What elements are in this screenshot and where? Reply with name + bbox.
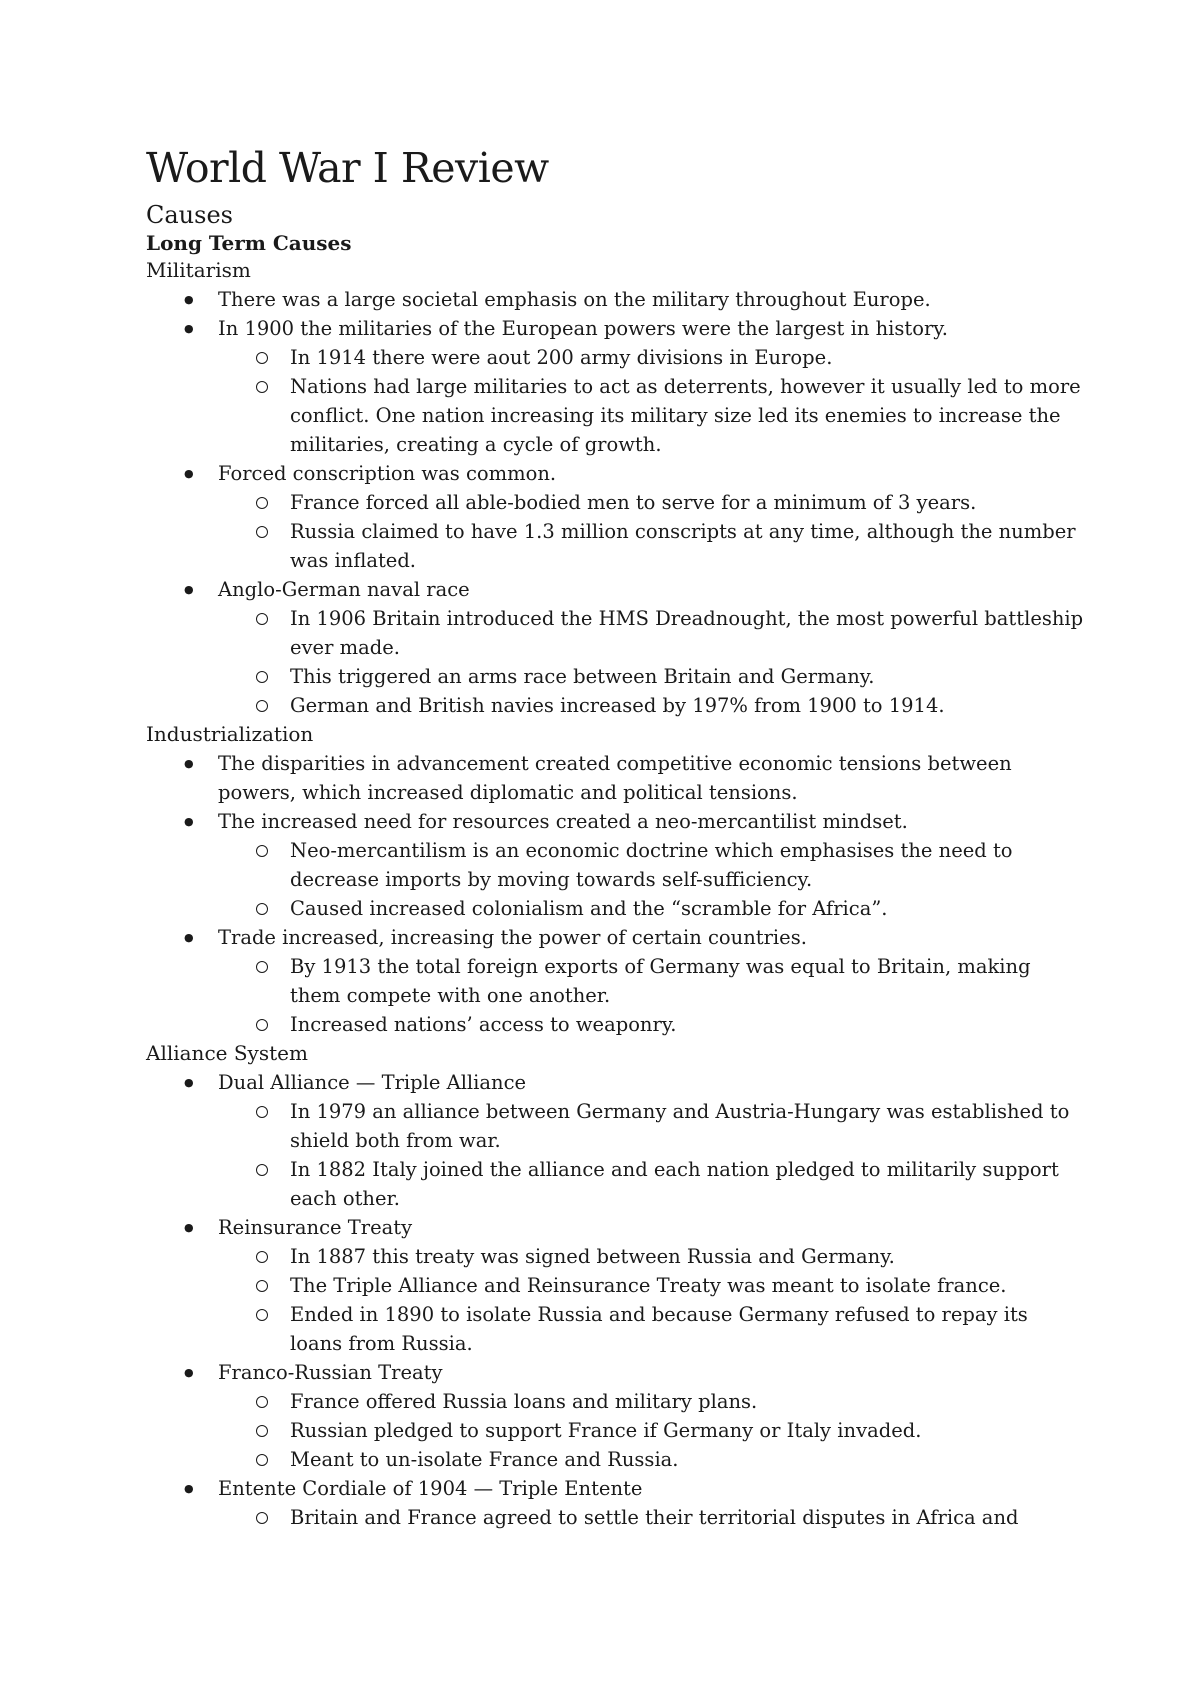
topic-heading: Industrialization (146, 722, 314, 746)
sub-bullet-item: In 1887 this treaty was signed between Russia and Germany. (218, 1242, 1086, 1271)
sub-bullet-item: German and British navies increased by 197% from 1900 to 1914. (218, 691, 1086, 720)
sub-bullet-list (218, 836, 1086, 923)
sub-bullet-list (218, 604, 1086, 720)
bullet-text: ● The increased need for resources created a neo-mercantilist mindset. (218, 810, 908, 833)
bullet-text: ● In 1900 the militaries of the European powers were the largest in history. (218, 317, 948, 340)
bullet-item (146, 807, 1086, 923)
bullet-list (146, 749, 1086, 1039)
sub-bullet-item: Britain and France agreed to settle their territorial disputes in Africa and (218, 1503, 1086, 1532)
bullet-item (146, 749, 1086, 807)
bullet-list (146, 285, 1086, 720)
bullet-item (146, 1213, 1086, 1358)
sub-bullet-item: By 1913 the total foreign exports of Germany was equal to Britain, making them compete with one another. (218, 952, 1086, 1010)
bullet-text: ● Trade increased, increasing the power of certain countries. (218, 926, 807, 949)
document-page (146, 140, 1086, 1532)
sub-bullet-item: France forced all able-bodied men to serve for a minimum of 3 years. (218, 488, 1086, 517)
subsection-heading: Long Term Causes (146, 231, 352, 255)
sub-bullet-item: Nations had large militaries to act as deterrents, however it usually led to more conflict. One nation increasing its military size led its enemies to increase the militaries, creating a cycle of growth. (218, 372, 1086, 459)
sub-bullet-list (218, 1503, 1086, 1532)
topic-heading: Militarism (146, 258, 251, 282)
sub-bullet-item: Russian pledged to support France if Germany or Italy invaded. (218, 1416, 1086, 1445)
bullet-text: ● Forced conscription was common. (218, 462, 556, 485)
bullet-text: ● Anglo-German naval race (218, 578, 470, 601)
topics-container (146, 256, 1086, 1532)
topic-heading: Alliance System (146, 1041, 308, 1065)
sub-bullet-item: Increased nations’ access to weaponry. (218, 1010, 1086, 1039)
bullet-text: ● There was a large societal emphasis on the military throughout Europe. (218, 288, 931, 311)
sub-bullet-list (218, 1097, 1086, 1213)
sub-bullet-list (218, 488, 1086, 575)
sub-bullet-item: The Triple Alliance and Reinsurance Treaty was meant to isolate france. (218, 1271, 1086, 1300)
sub-bullet-item: In 1906 Britain introduced the HMS Dreadnought, the most powerful battleship ever made. (218, 604, 1086, 662)
bullet-text: ● Franco-Russian Treaty (218, 1361, 443, 1384)
sub-bullet-item: France offered Russia loans and military plans. (218, 1387, 1086, 1416)
bullet-item (146, 1358, 1086, 1474)
bullet-item (146, 923, 1086, 1039)
sub-bullet-item: Caused increased colonialism and the “scramble for Africa”. (218, 894, 1086, 923)
sub-bullet-list (218, 1387, 1086, 1474)
bullet-item (146, 459, 1086, 575)
bullet-item (146, 575, 1086, 720)
sub-bullet-list (218, 343, 1086, 459)
sub-bullet-item: Neo-mercantilism is an economic doctrine which emphasises the need to decrease imports by moving towards self-sufficiency. (218, 836, 1086, 894)
bullet-item (146, 1068, 1086, 1213)
sub-bullet-item: Ended in 1890 to isolate Russia and because Germany refused to repay its loans from Russia. (218, 1300, 1086, 1358)
sub-bullet-list (218, 1242, 1086, 1358)
bullet-list (146, 1068, 1086, 1532)
bullet-item (146, 285, 1086, 314)
sub-bullet-item: In 1979 an alliance between Germany and Austria-Hungary was established to shield both from war. (218, 1097, 1086, 1155)
sub-bullet-item: In 1914 there were aout 200 army divisions in Europe. (218, 343, 1086, 372)
bullet-text: ● Dual Alliance — Triple Alliance (218, 1071, 526, 1094)
sub-bullet-item: This triggered an arms race between Britain and Germany. (218, 662, 1086, 691)
bullet-text: ● Reinsurance Treaty (218, 1216, 412, 1239)
sub-bullet-list (218, 952, 1086, 1039)
bullet-text: ● Entente Cordiale of 1904 — Triple Entente (218, 1477, 642, 1500)
section-heading: Causes (146, 201, 233, 229)
sub-bullet-item: Meant to un-isolate France and Russia. (218, 1445, 1086, 1474)
bullet-item (146, 1474, 1086, 1532)
page-title: World War I Review (146, 144, 549, 192)
sub-bullet-item: In 1882 Italy joined the alliance and each nation pledged to militarily support each other. (218, 1155, 1086, 1213)
bullet-text: ● The disparities in advancement created competitive economic tensions between powers, which increased diplomatic and political tensions. (218, 752, 1012, 804)
sub-bullet-item: Russia claimed to have 1.3 million conscripts at any time, although the number was inflated. (218, 517, 1086, 575)
bullet-item (146, 314, 1086, 459)
